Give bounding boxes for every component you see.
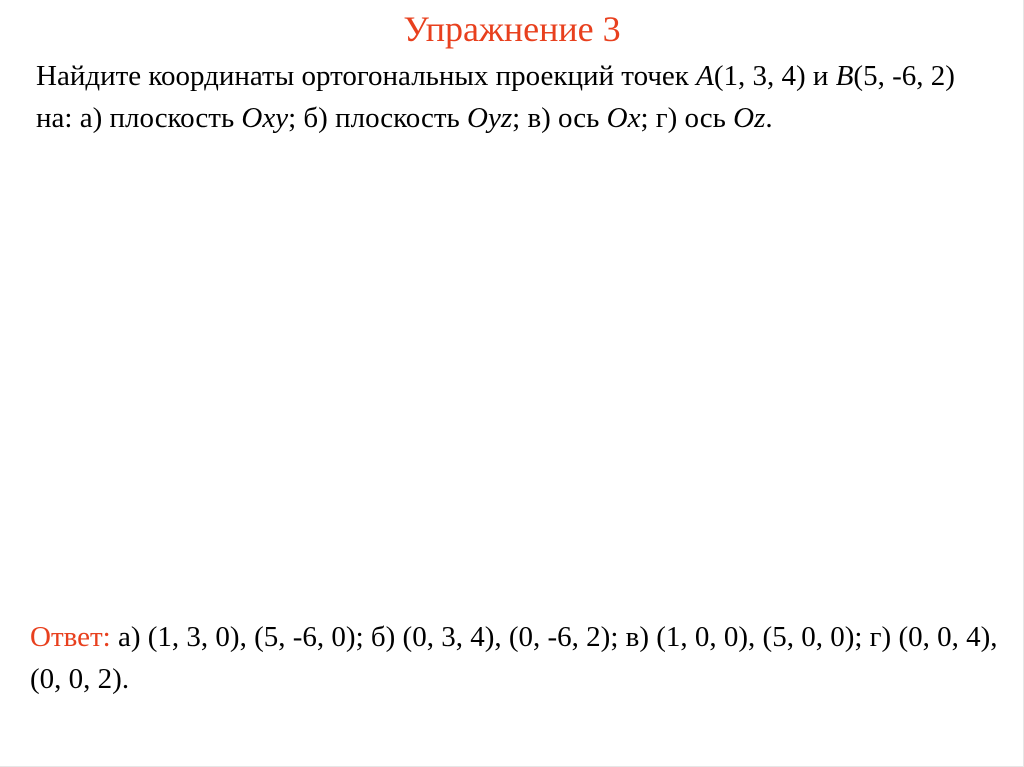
axis-ox-label: Ox: [606, 102, 641, 134]
task-segment: (5, -6, 2) на: а) плоскость: [36, 60, 955, 134]
plane-oyz-label: Oyz: [467, 102, 513, 134]
task-segment: (1, 3, 4) и: [713, 60, 836, 92]
answer-label: Ответ:: [30, 621, 111, 653]
task-segment: Найдите координаты ортогональных проекций точек: [36, 60, 697, 92]
task-text: [36, 55, 996, 139]
task-segment: ; в) ось: [512, 102, 607, 134]
point-a-label: A: [696, 60, 714, 92]
point-b-label: B: [835, 60, 854, 92]
axis-oz-label: Oz: [733, 102, 766, 134]
task-segment: .: [765, 102, 773, 134]
slide-title-text: Упражнение 3: [403, 9, 621, 49]
task-segment: ; г) ось: [640, 102, 734, 134]
task-segment: ; б) плоскость: [288, 102, 468, 134]
plane-oxy-label: Oxy: [241, 102, 289, 134]
slide-title: [0, 8, 1024, 50]
answer-text: а) (1, 3, 0), (5, -6, 0); б) (0, 3, 4), (0, -6, 2); в) (1, 0, 0), (5, 0, 0); г) (0, 0, 4), (0, 0, 2).: [30, 621, 998, 695]
answer-block: [30, 616, 1020, 700]
